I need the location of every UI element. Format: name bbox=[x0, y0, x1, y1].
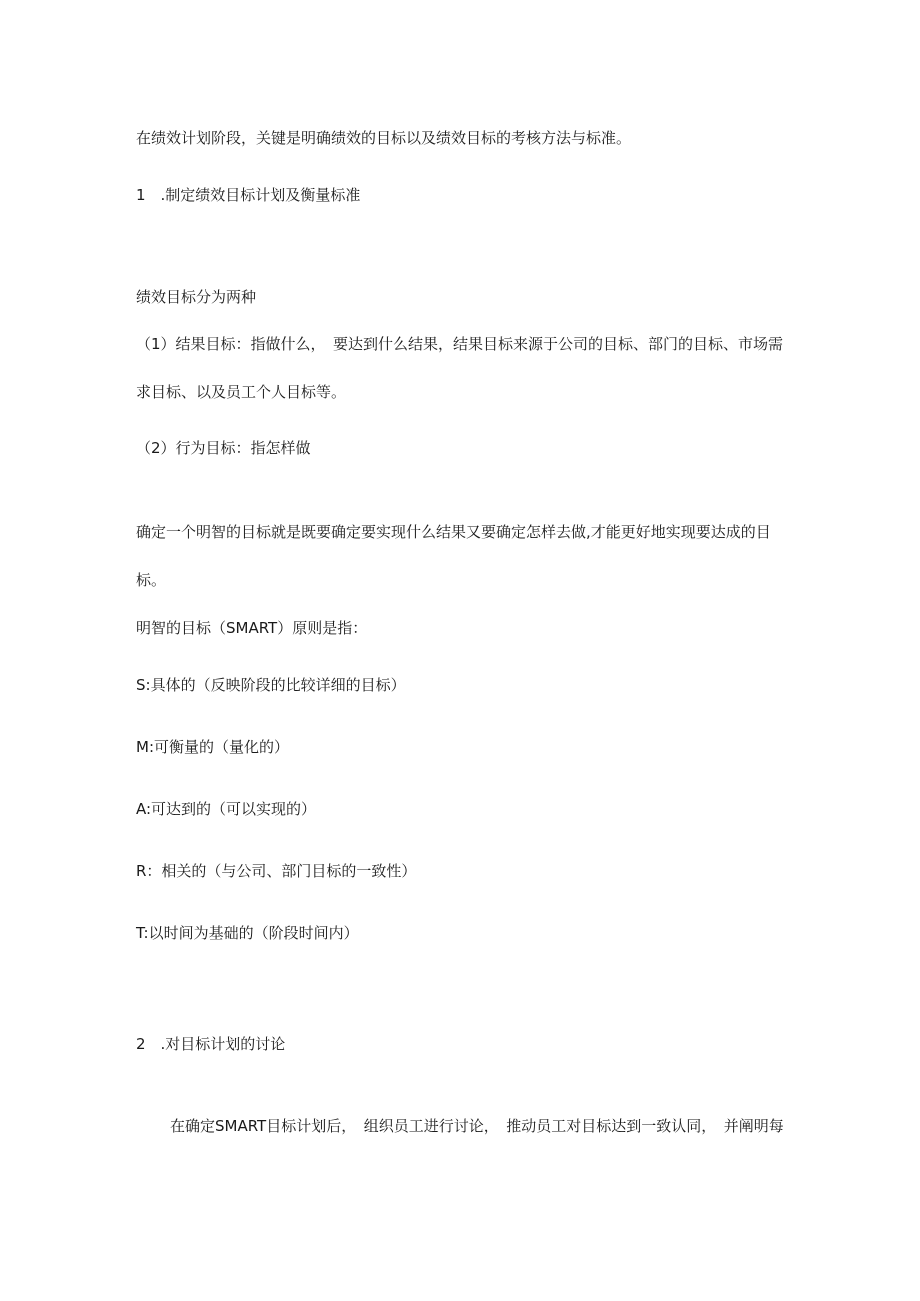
result-goal-line-1: （1）结果目标：指做什么， 要达到什么结果，结果目标来源于公司的目标、部门的目标、市场需 bbox=[136, 335, 784, 353]
smart-paragraph-line-1: 确定一个明智的目标就是既要确定要实现什么结果又要确定怎样去做,才能更好地实现要达成的目 bbox=[136, 523, 771, 541]
behavior-goal-line: （2）行为目标：指怎样做 bbox=[136, 439, 311, 457]
smart-paragraph-line-2: 标。 bbox=[136, 571, 167, 589]
intro-paragraph: 在绩效计划阶段，关键是明确绩效的目标以及绩效目标的考核方法与标准。 bbox=[136, 129, 632, 147]
smart-item-a: A:可达到的（可以实现的） bbox=[136, 800, 317, 818]
discussion-paragraph-line-1: 在确定SMART目标计划后， 组织员工进行讨论， 推动员工对目标达到一致认同， 并阐明每 bbox=[170, 1117, 784, 1135]
section-1-heading: 1 .制定绩效目标计划及衡量标准 bbox=[136, 186, 361, 204]
goal-types-heading: 绩效目标分为两种 bbox=[136, 288, 257, 306]
smart-item-m: M:可衡量的（量化的） bbox=[136, 738, 289, 756]
smart-item-r: R：相关的（与公司、部门目标的一致性） bbox=[136, 862, 417, 880]
section-2-heading: 2 .对目标计划的讨论 bbox=[136, 1035, 286, 1053]
smart-item-t: T:以时间为基础的（阶段时间内） bbox=[136, 924, 359, 942]
smart-heading: 明智的目标（SMART）原则是指： bbox=[136, 619, 368, 637]
result-goal-line-2: 求目标、以及员工个人目标等。 bbox=[136, 383, 347, 401]
smart-item-s: S:具体的（反映阶段的比较详细的目标） bbox=[136, 676, 406, 694]
